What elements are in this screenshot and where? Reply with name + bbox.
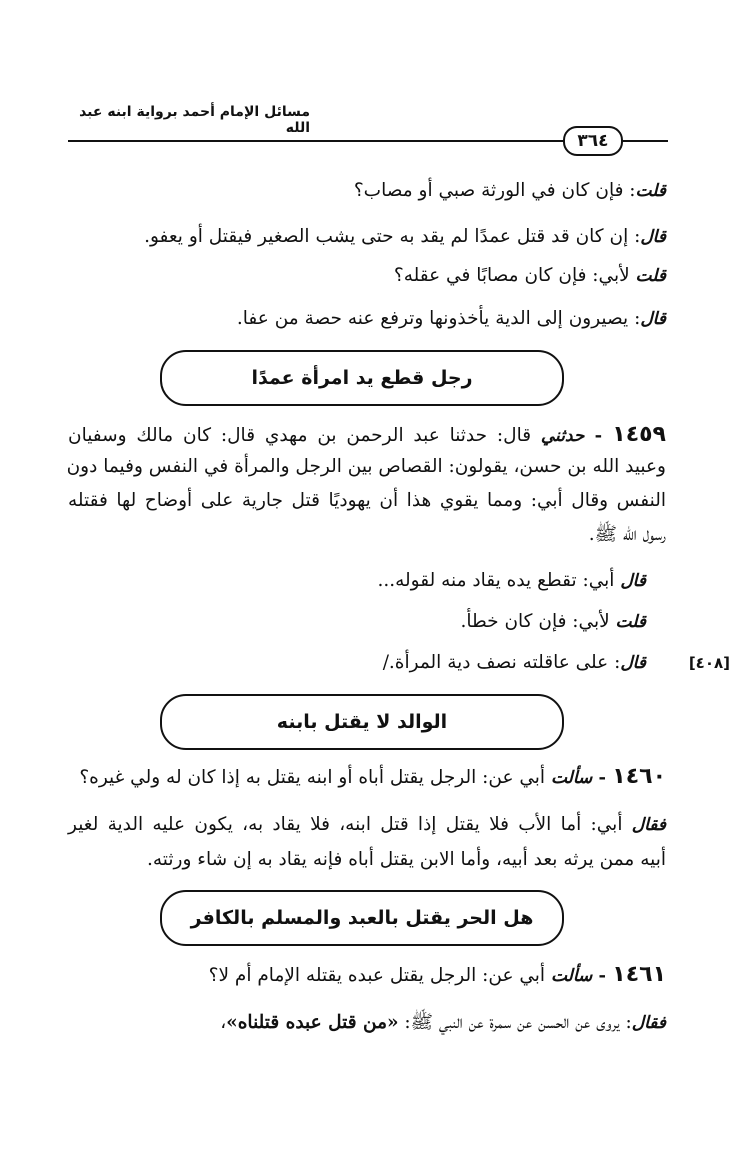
- text-line: [377, 570, 646, 591]
- section-heading: الوالد لا يقتل بابنه: [160, 694, 564, 750]
- line-text: قال: حدثنا عبد الرحمن بن مهدي قال: كان مالك وسفيان: [68, 425, 541, 446]
- item-number: ١٤٥٩: [612, 422, 666, 447]
- speaker-label: قال: [640, 309, 666, 329]
- line-text: : يصيرون إلى الدية يأخذونها وترفع عنه حصة من عفا.: [236, 308, 641, 329]
- text-line: النفس وقال أبي: ومما يقوي هذا أن يهوديًا قتل جارية على أوضاح لها فقتله: [68, 490, 666, 511]
- line-text: أبي عن: الرجل يقتل أباه أو ابنه يقتل به إذا كان له ولي غيره؟: [79, 767, 551, 788]
- text-line: وعبيد الله بن حسن، يقولون: القصاص بين الرجل والمرأة في النفس وفيما دون: [66, 456, 666, 477]
- line-text: لأبي: فإن كان خطأ.: [460, 611, 616, 632]
- text-line: [237, 308, 666, 329]
- narration-label: حدثني: [540, 426, 585, 446]
- speaker-label: قلت: [635, 266, 666, 286]
- text-line: ١٤٥٩ - حدثني قال: حدثنا عبد الرحمن بن مهدي قال: كان مالك وسفيان: [68, 422, 666, 447]
- line-text: : يروى عن الحسن عن سمرة عن النبي ﷺ:: [398, 1012, 632, 1033]
- speaker-label: قلت: [635, 181, 666, 201]
- hadith-quote: «من قتل عبده قتلناه»: [226, 1012, 399, 1033]
- line-text: : فإن كان في الورثة صبي أو مصاب؟: [353, 180, 636, 201]
- speaker-label: قال: [620, 571, 646, 591]
- page-number: ٣٦٤: [563, 126, 623, 156]
- line-text: : إن كان قد قتل عمدًا لم يقد به حتى يشب الصغير فيقتل أو يعفو.: [144, 226, 641, 247]
- text-line: [394, 265, 666, 286]
- line-text: : على عاقلته نصف دية المرأة./: [382, 652, 621, 673]
- text-line: ١٤٦٠ - سألت أبي عن: الرجل يقتل أباه أو ابنه يقتل به إذا كان له ولي غيره؟: [79, 764, 666, 789]
- text-line: [68, 814, 666, 835]
- speaker-label: فقال: [631, 1013, 666, 1033]
- speaker-label: قال: [640, 227, 666, 247]
- line-text: أبي: أما الأب فلا يقتل إذا قتل ابنه، فلا يقاد به، يكون عليه الدية لغير: [68, 814, 632, 835]
- line-text: لأبي: فإن كان مصابًا في عقله؟: [393, 265, 636, 286]
- item-number: ١٤٦٠: [612, 764, 666, 789]
- section-heading: رجل قطع يد امرأة عمدًا: [160, 350, 564, 406]
- text-line: أبيه ممن يرثه بعد أبيه، وأما الابن يقتل أباه فإنه يقاد به إن شاء ورثته.: [147, 849, 666, 870]
- item-number: ١٤٦١: [612, 962, 666, 987]
- line-text: ،: [220, 1012, 227, 1033]
- text-line: رسول الله ﷺ.: [588, 524, 666, 545]
- text-line: [460, 611, 646, 632]
- speaker-label: قلت: [615, 612, 646, 632]
- margin-page-reference: [٤٠٨]: [688, 654, 730, 672]
- text-line: [144, 226, 666, 247]
- text-line: [354, 180, 666, 201]
- speaker-label: قال: [620, 653, 646, 673]
- text-line: [383, 652, 646, 673]
- line-text: أبي: تقطع يده يقاد منه لقوله...: [377, 570, 621, 591]
- text-line: [220, 1012, 666, 1038]
- narration-label: سألت: [550, 768, 593, 788]
- narration-label: سألت: [550, 966, 593, 986]
- section-heading: هل الحر يقتل بالعبد والمسلم بالكافر: [160, 890, 564, 946]
- line-text: أبي عن: الرجل يقتل عبده يقتله الإمام أم لا؟: [208, 965, 551, 986]
- speaker-label: فقال: [631, 815, 666, 835]
- running-title: مسائل الإمام أحمد برواية ابنه عبد الله: [79, 104, 310, 136]
- text-line: ١٤٦١ - سألت أبي عن: الرجل يقتل عبده يقتله الإمام أم لا؟: [208, 962, 666, 987]
